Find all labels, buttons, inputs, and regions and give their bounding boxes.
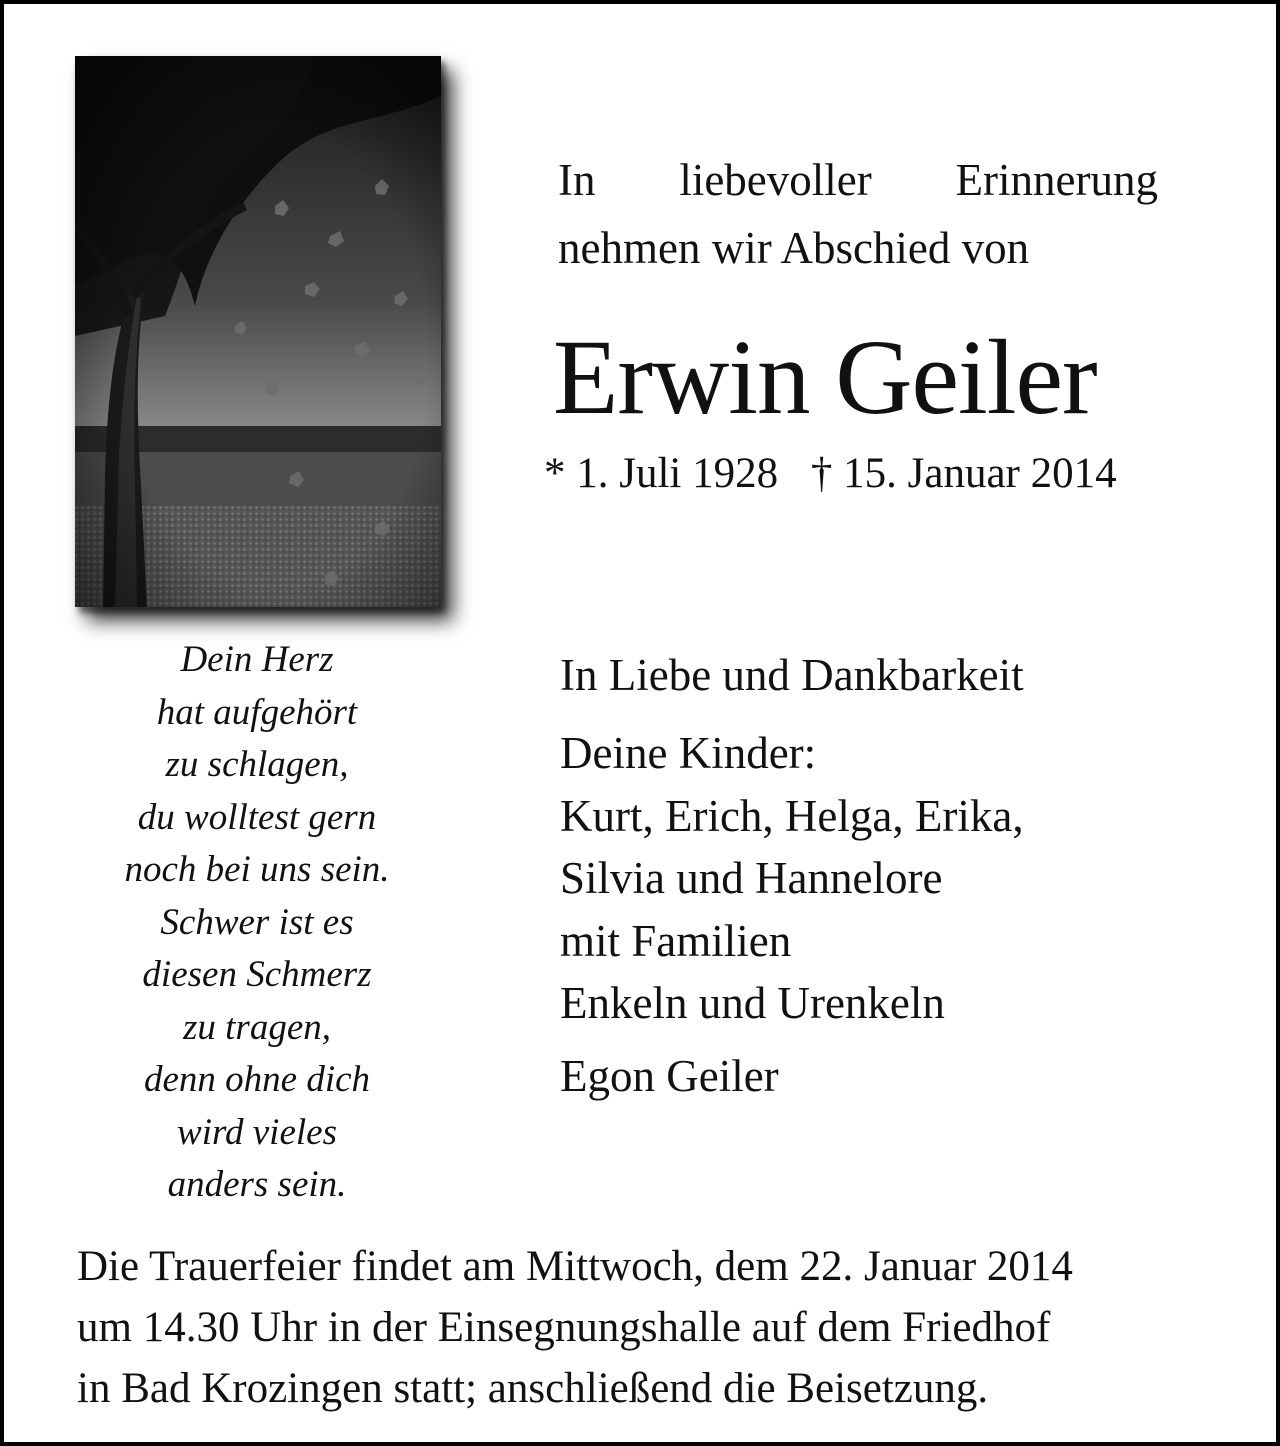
poem-line: wird vieles bbox=[177, 1111, 337, 1153]
poem-line: anders sein. bbox=[167, 1164, 347, 1205]
mourner-line: Silvia und Hannelore bbox=[560, 853, 943, 903]
mourners-list bbox=[560, 722, 1250, 1035]
mourner-line: Kurt, Erich, Helga, Erika, bbox=[560, 790, 1024, 841]
funeral-info-line: Die Trauerfeier findet am Mittwoch, dem 22. Januar 2014 bbox=[77, 1243, 1073, 1290]
poem-line: noch bei uns sein. bbox=[124, 849, 390, 890]
mourner-line: Deine Kinder: bbox=[560, 728, 817, 778]
mourner-line: mit Familien bbox=[560, 915, 792, 966]
intro-line-2: nehmen wir Abschied von bbox=[558, 223, 1030, 273]
poem-line: denn ohne dich bbox=[143, 1059, 371, 1100]
dedication-line: In Liebe und Dankbarkeit bbox=[560, 650, 1024, 700]
death-date: 15. Januar 2014 bbox=[843, 450, 1117, 497]
poem-line: diesen Schmerz bbox=[142, 954, 372, 995]
memorial-poem bbox=[84, 634, 430, 1212]
funeral-info bbox=[77, 1236, 1237, 1419]
poem-line: du wolltest gern bbox=[137, 796, 377, 838]
intro-word: liebevoller bbox=[679, 155, 872, 205]
birth-symbol: * bbox=[544, 450, 566, 497]
intro-text bbox=[558, 146, 1158, 282]
mourners-section bbox=[560, 642, 1250, 1107]
intro-word: In bbox=[558, 155, 596, 205]
poem-line: zu tragen, bbox=[183, 1006, 331, 1048]
death-cross-symbol: † bbox=[810, 450, 833, 497]
deceased-name: Erwin Geiler bbox=[553, 319, 1097, 437]
poem-line: Dein Herz bbox=[180, 639, 334, 680]
birth-date: 1. Juli 1928 bbox=[576, 450, 779, 497]
intro-word: Erinnerung bbox=[955, 155, 1158, 205]
autumn-tree-image bbox=[75, 56, 441, 607]
poem-line: zu schlagen, bbox=[165, 744, 349, 785]
poem-line: Schwer ist es bbox=[160, 901, 354, 943]
life-dates bbox=[544, 444, 1117, 504]
mourner-line: Enkeln und Urenkeln bbox=[560, 978, 945, 1028]
intro-line-1 bbox=[558, 146, 1158, 214]
poem-line: hat aufgehört bbox=[156, 691, 358, 733]
mourner-extra: Egon Geiler bbox=[560, 1050, 779, 1101]
funeral-info-line: in Bad Krozingen statt; anschließend die Beisetzung. bbox=[77, 1365, 989, 1412]
funeral-info-line: um 14.30 Uhr in der Einsegnungshalle auf dem Friedhof bbox=[77, 1304, 1051, 1351]
